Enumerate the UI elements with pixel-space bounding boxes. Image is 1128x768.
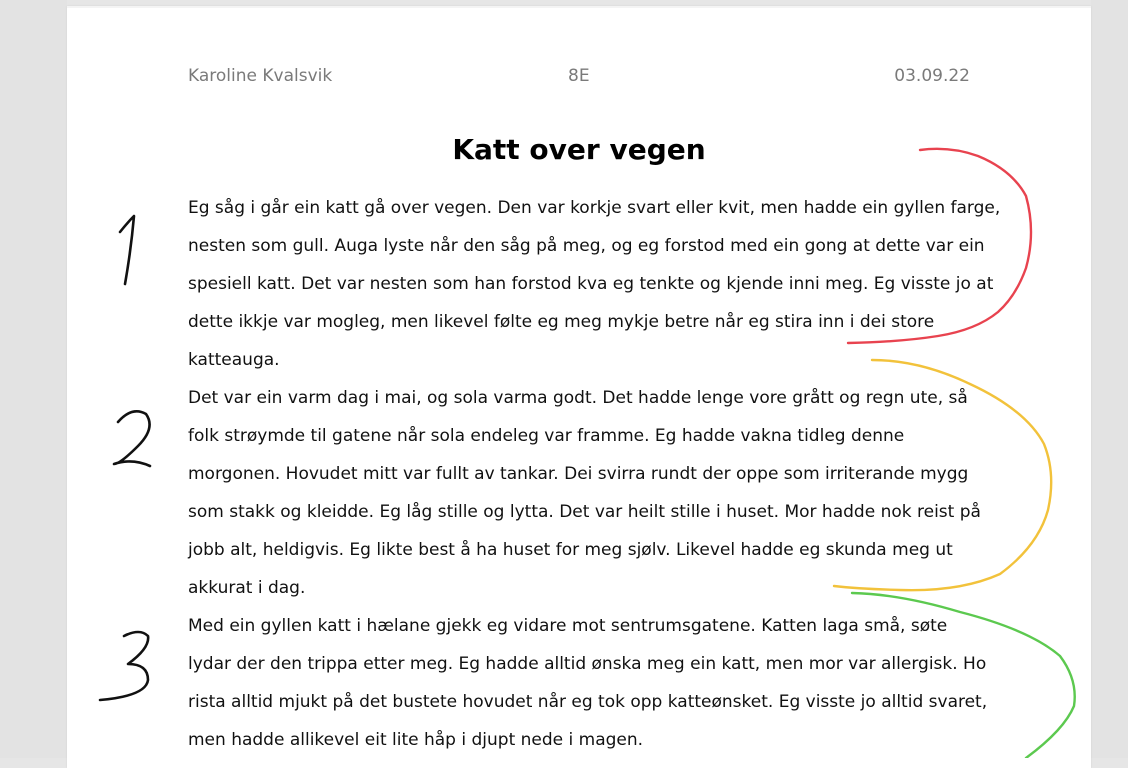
document-header [188,66,970,94]
text-line: lydar der den trippa etter meg. Eg hadde alltid ønska meg ein katt, men mor var allergisk. Ho [188,654,987,674]
text-line: nesten som gull. Auga lyste når den såg på meg, og eg forstod med ein gong at dette var ein [188,236,985,256]
document-body [188,189,1001,759]
text-line: Med ein gyllen katt i hælane gjekk eg vidare mot sentrumsgatene. Katten laga små, søte [188,616,948,636]
text-line: som stakk og kleidde. Eg låg stille og lytta. Det var heilt stille i huset. Mor hadde nok reist på [188,502,981,522]
header-author: Karoline Kvalsvik [188,66,333,86]
text-line: katteauga. [188,350,280,370]
paragraph-2 [188,379,981,607]
text-line: Eg såg i går ein katt gå over vegen. Den var korkje svart eller kvit, men hadde ein gyllen farge, [188,198,1001,218]
text-line: folk strøymde til gatene når sola endeleg var framme. Eg hadde vakna tidleg denne [188,426,905,446]
text-line: spesiell katt. Det var nesten som han forstod kva eg tenkte og kjende inni meg. Eg visste jo at [188,274,994,294]
header-date: 03.09.22 [894,66,970,86]
right-margin-background [1091,0,1128,758]
text-line: men hadde allikevel eit lite håp i djupt nede i magen. [188,730,644,750]
text-line: morgonen. Hovudet mitt var fullt av tankar. Dei svirra rundt der oppe som irriterande mygg [188,464,969,484]
text-line: jobb alt, heldigvis. Eg likte best å ha huset for meg sjølv. Likevel hadde eg skunda meg ut [188,540,953,560]
paragraph-3 [188,607,988,759]
text-line: rista alltid mjukt på det bustete hovudet når eg tok opp katteønsket. Eg visste jo alltid svaret, [188,692,988,712]
header-class: 8E [568,66,590,86]
left-margin-background [0,0,67,758]
text-line: akkurat i dag. [188,578,306,598]
text-line: dette ikkje var mogleg, men likevel følte eg meg mykje betre når eg stira inn i dei store [188,312,935,332]
text-line: Det var ein varm dag i mai, og sola varma godt. Det hadde lenge vore grått og regn ute, så [188,388,968,408]
paragraph-1 [188,189,1001,379]
document-title: Katt over vegen [452,133,706,166]
